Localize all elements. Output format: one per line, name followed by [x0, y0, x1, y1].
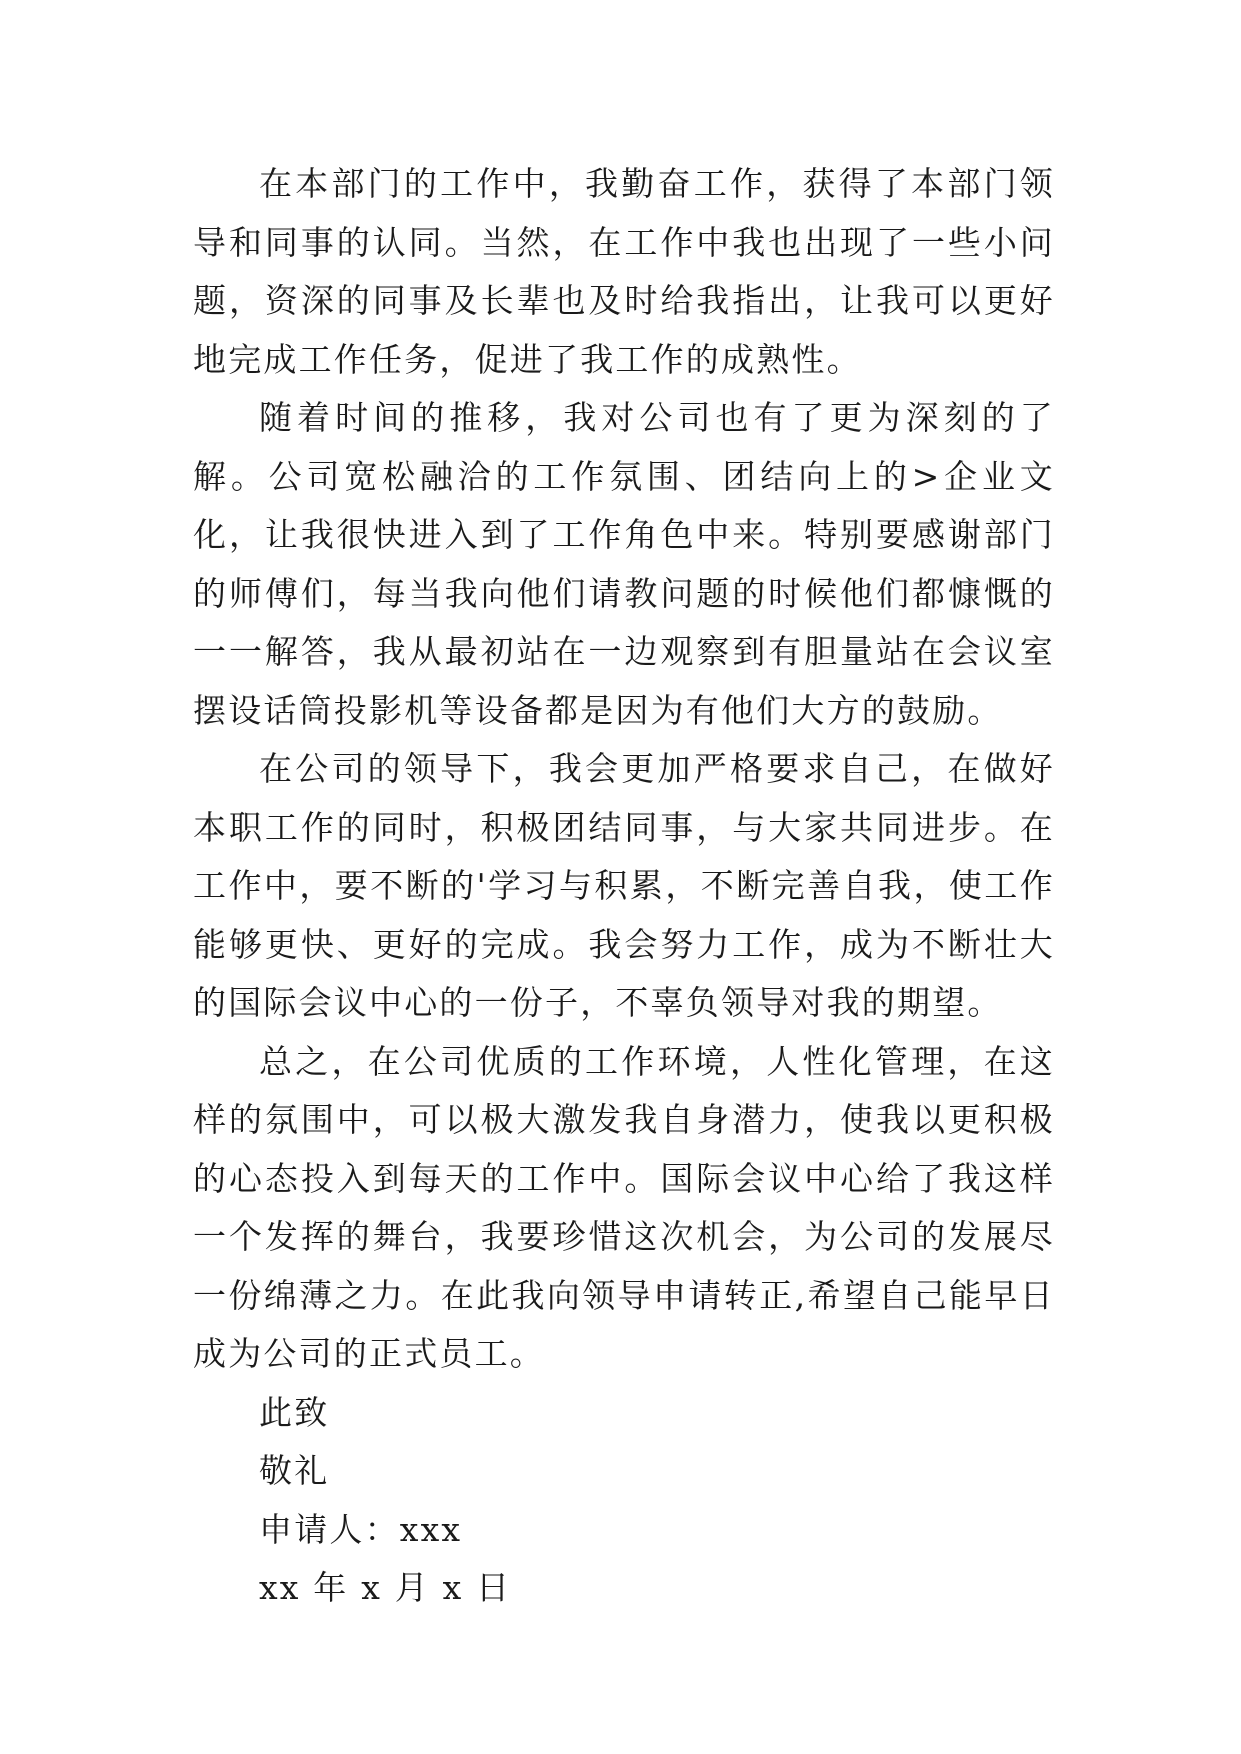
paragraph-company-culture: 随着时间的推移，我对公司也有了更为深刻的了解。公司宽松融洽的工作氛围、团结向上的>企业文化，让我很快进入到了工作角色中来。特别要感谢部门的师傅们，每当我向他们请教问题的时候他们都慷慨的一一解答，我从最初站在一边观察到有胆量站在会议室摆设话筒投影机等设备都是因为有他们大方的鼓励。: [193, 398, 1055, 730]
paragraph-work-recognition: 在本部门的工作中，我勤奋工作，获得了本部门领导和同事的认同。当然，在工作中我也出现了一些小问题，资深的同事及长辈也及时给我指出，让我可以更好地完成工作任务，促进了我工作的成熟性。: [193, 164, 1055, 379]
application-date: xx 年 x 月 x 日: [259, 1568, 512, 1607]
paragraph-future-commitment: 在公司的领导下，我会更加严格要求自己，在做好本职工作的同时，积极团结同事，与大家共同进步。在工作中，要不断的'学习与积累，不断完善自我，使工作能够更快、更好的完成。我会努力工作，成为不断壮大的国际会议中心的一份子，不辜负领导对我的期望。: [193, 749, 1055, 1022]
document-body: [193, 155, 1055, 1618]
paragraph-conclusion-request: 总之，在公司优质的工作环境，人性化管理，在这样的氛围中，可以极大激发我自身潜力，使我以更积极的心态投入到每天的工作中。国际会议中心给了我这样一个发挥的舞台，我要珍惜这次机会，为公司的发展尽一份绵薄之力。在此我向领导申请转正,希望自己能早日成为公司的正式员工。: [193, 1041, 1055, 1373]
closing-salutation: 此致: [259, 1392, 330, 1432]
applicant-signature: 申请人：xxx: [259, 1509, 463, 1549]
closing-regards: 敬礼: [259, 1451, 330, 1490]
